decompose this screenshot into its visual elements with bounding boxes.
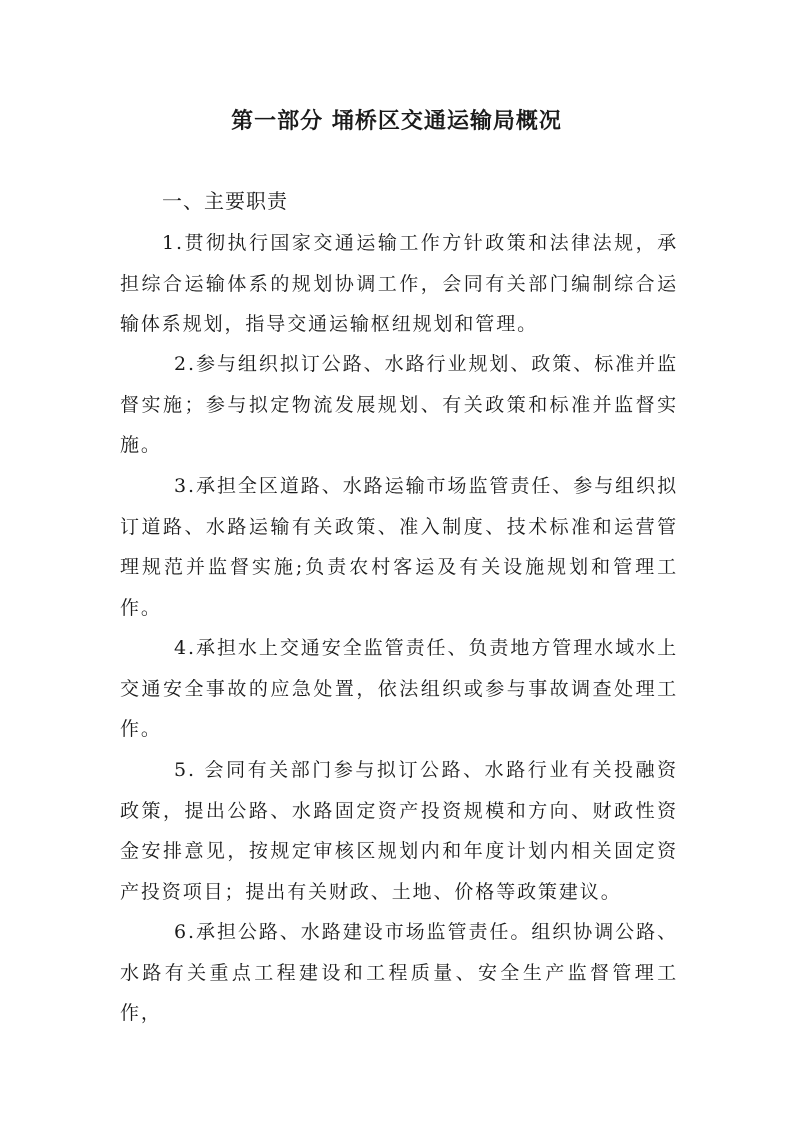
paragraph-6: 6.承担公路、水路建设市场监管责任。组织协调公路、水路有关重点工程建设和工程质量、安全生产监督管理工作， xyxy=(120,921,678,1024)
paragraph-5: 5. 会同有关部门参与拟订公路、水路行业有关投融资政策，提出公路、水路固定资产投资规模和方向、财政性资金安排意见，按规定审核区规划内和年度计划内相关固定资产投资项目；提出有关财政、土地、价格等政策建议。 xyxy=(120,759,678,903)
paragraph-4: 4.承担水上交通安全监管责任、负责地方管理水域水上交通安全事故的应急处置，依法组织或参与事故调查处理工作。 xyxy=(120,637,678,740)
paragraph-3: 3.承担全区道路、水路运输市场监管责任、参与组织拟订道路、水路运输有关政策、准入制度、技术标准和运营管理规范并监督实施;负责农村客运及有关设施规划和管理工作。 xyxy=(120,475,678,619)
paragraph-1: 1.贯彻执行国家交通运输工作方针政策和法律法规，承担综合运输体系的规划协调工作，会同有关部门编制综合运输体系规划，指导交通运输枢纽规划和管理。 xyxy=(120,232,678,335)
document-title: 第一部分 埇桥区交通运输局概况 xyxy=(231,109,562,134)
section-heading: 一、主要职责 xyxy=(162,189,288,213)
paragraph-2: 2.参与组织拟订公路、水路行业规划、政策、标准并监督实施；参与拟定物流发展规划、有关政策和标准并监督实施。 xyxy=(120,353,678,456)
